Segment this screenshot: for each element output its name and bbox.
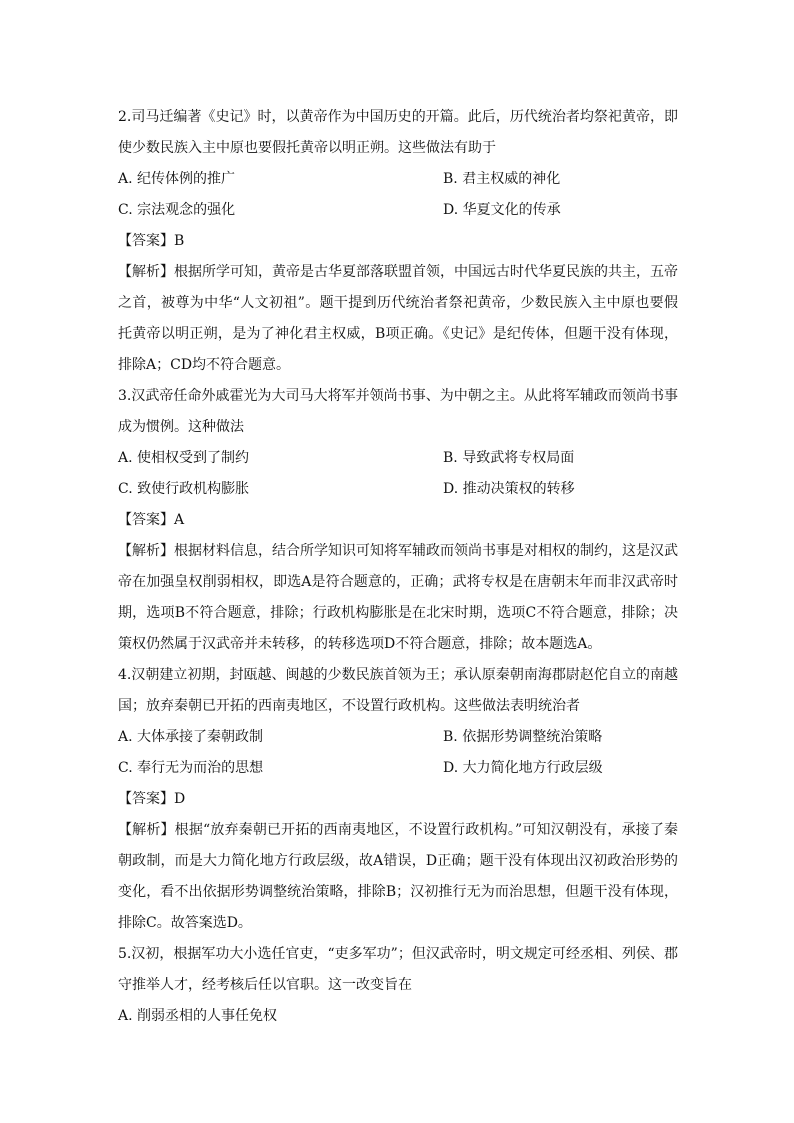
option-list [118,164,678,226]
question-stem: 4.汉朝建立初期，封瓯越、闽越的少数民族首领为王；承认原秦朝南海郡尉赵佗自立的南越国；放弃秦朝已开拓的西南夷地区，不设置行政机构。这些做法表明统治者 [118,667,678,714]
option-a: A. 大体承接了秦朝政制 [118,729,264,745]
answer: 【答案】D [118,791,186,807]
option-d: D. 华夏文化的传承 [443,202,561,218]
option-b: B. 依据形势调整统治策略 [443,729,603,745]
document-content [118,102,678,1032]
option-b: B. 君主权威的神化 [443,171,561,187]
option-list [118,722,678,784]
analysis: 【解析】根据“放弃秦朝已开拓的西南夷地区，不设置行政机构。”可知汉朝没有，承接了秦朝政制，而是大力简化地方行政层级，故A错误，D正确；题干没有体现出汉初政治形势的变化，看不出依据形势调整统治策略，排除B；汉初推行无为而治思想，但题干没有体现，排除C。故答案选D。 [118,822,678,931]
question-4 [118,660,678,939]
option-b: B. 导致武将专权局面 [443,450,575,466]
option-a: A. 纪传体例的推广 [118,171,236,187]
question-stem: 3.汉武帝任命外戚霍光为大司马大将军并领尚书事、为中朝之主。从此将军辅政而领尚书事成为惯例。这种做法 [118,388,678,435]
analysis: 【解析】根据材料信息，结合所学知识可知将军辅政而领尚书事是对相权的制约，这是汉武帝在加强皇权削弱相权，即选A是符合题意的，正确；武将专权是在唐朝末年而非汉武帝时期，选项B不符合题意，排除；行政机构膨胀是在北宋时期，选项C不符合题意，排除；决策权仍然属于汉武帝并未转移，的转移选项D不符合题意，排除；故本题选A。 [118,543,678,652]
question-stem: 2.司马迁编著《史记》时，以黄帝作为中国历史的开篇。此后，历代统治者均祭祀黄帝，即使少数民族入主中原也要假托黄帝以明正朔。这些做法有助于 [118,109,678,156]
option-d: D. 推动决策权的转移 [443,481,575,497]
answer: 【答案】A [118,512,185,528]
option-c: C. 奉行无为而治的思想 [118,760,264,776]
option-list [118,1001,678,1032]
answer: 【答案】B [118,233,185,249]
option-a: A. 削弱丞相的人事任免权 [118,1008,278,1024]
option-c: C. 致使行政机构膨胀 [118,481,250,497]
question-3 [118,381,678,660]
option-list [118,443,678,505]
question-2 [118,102,678,381]
option-a: A. 使相权受到了制约 [118,450,250,466]
analysis: 【解析】根据所学可知，黄帝是古华夏部落联盟首领，中国远古时代华夏民族的共主，五帝之首，被尊为中华“人文初祖”。题干提到历代统治者祭祀黄帝，少数民族入主中原也要假托黄帝以明正朔，是为了神化君主权威，B项正确。《史记》是纪传体，但题干没有体现，排除A；CD均不符合题意。 [118,264,678,373]
option-d: D. 大力简化地方行政层级 [443,760,603,776]
option-c: C. 宗法观念的强化 [118,202,236,218]
question-5 [118,939,678,1032]
question-stem: 5.汉初，根据军功大小选任官吏，“吏多军功”；但汉武帝时，明文规定可经丞相、列侯、郡守推举人才，经考核后任以官职。这一改变旨在 [118,946,678,993]
